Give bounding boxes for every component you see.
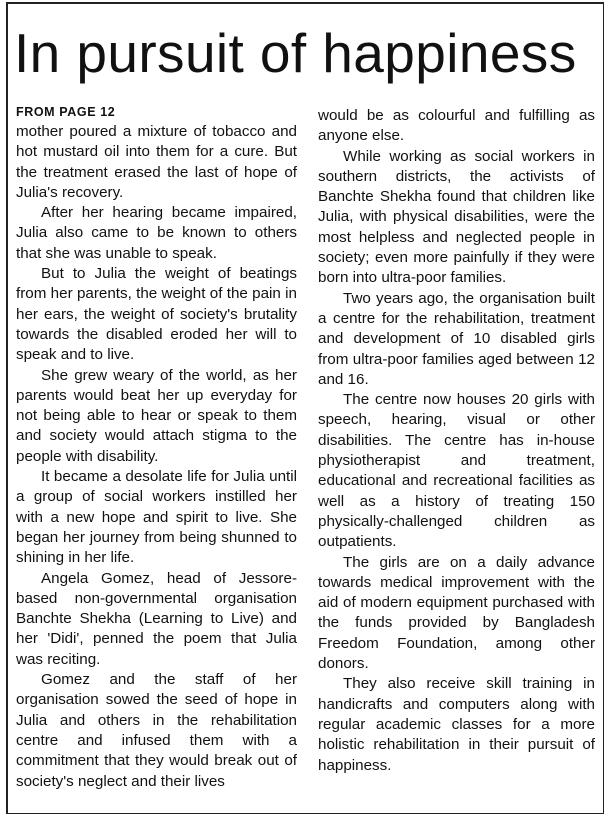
- article-paragraph: After her hearing became impaired, Julia also came to be known to others that she was unable to speak.: [16, 204, 297, 262]
- article-paragraph: The girls are on a daily advance towards medical improvement with the aid of modern equipment purchased with the funds provided by Bangladesh Freedom Foundation, among other donors.: [318, 553, 595, 673]
- article-paragraph: They also receive skill training in handicrafts and computers along with regular academic classes for a more holistic rehabilitation in their pursuit of happiness.: [318, 675, 595, 774]
- article-paragraph: It became a desolate life for Julia until a group of social workers instilled her with a new hope and spirit to live. She began her journey from being shunned to shining in her life.: [16, 468, 297, 567]
- article-paragraph: While working as social workers in southern districts, the activists of Banchte Shekha found that children like Julia, with physical disabilities, were the most helpless and neglected people in society; even more painfully if they were born into ultra-poor families.: [318, 147, 595, 287]
- article-column-right: [318, 106, 595, 776]
- continued-from-label: FROM PAGE 12: [16, 105, 116, 119]
- article-paragraph: mother poured a mixture of tobacco and hot mustard oil into them for a cure. But the treatment erased the last of hope of Julia's recovery.: [16, 123, 297, 201]
- left-border-rule: [6, 2, 8, 814]
- article-paragraph: Two years ago, the organisation built a centre for the rehabilitation, treatment and development of 10 disabled girls from ultra-poor families aged between 12 and 16.: [318, 289, 595, 388]
- article-paragraph-split-end: would be as colourful and fulfilling as anyone else.: [318, 107, 595, 145]
- bottom-border-rule: [6, 813, 604, 815]
- right-border-rule: [603, 2, 605, 814]
- article-paragraph-split-start: Gomez and the staff of her organisation sowed the seed of hope in Julia and others in the rehabilitation centre and infused them with a commitment that they would break out of society's neglect and their lives: [16, 671, 297, 790]
- article-column-left: [16, 103, 297, 792]
- article-paragraph: But to Julia the weight of beatings from her parents, the weight of the pain in her ears, the weight of society's brutality towards the disabled eroded her will to speak and to live.: [16, 265, 297, 364]
- article-paragraph: She grew weary of the world, as her parents would beat her up everyday for not being able to hear or speak to them and society would attach stigma to the people with disability.: [16, 366, 297, 465]
- article-paragraph: Angela Gomez, head of Jessore-based non-governmental organisation Banchte Shekha (Learning to Live) and her 'Didi', penned the poem that Julia was reciting.: [16, 569, 297, 668]
- article-headline: In pursuit of happiness: [14, 22, 577, 84]
- top-border-rule: [6, 2, 604, 4]
- article-paragraph: The centre now houses 20 girls with speech, hearing, visual or other disabilities. The centre has in-house physiotherapist and treatment, educational and recreational facilities as well as a history of treating 150 physically-challenged children as outpatients.: [318, 391, 595, 551]
